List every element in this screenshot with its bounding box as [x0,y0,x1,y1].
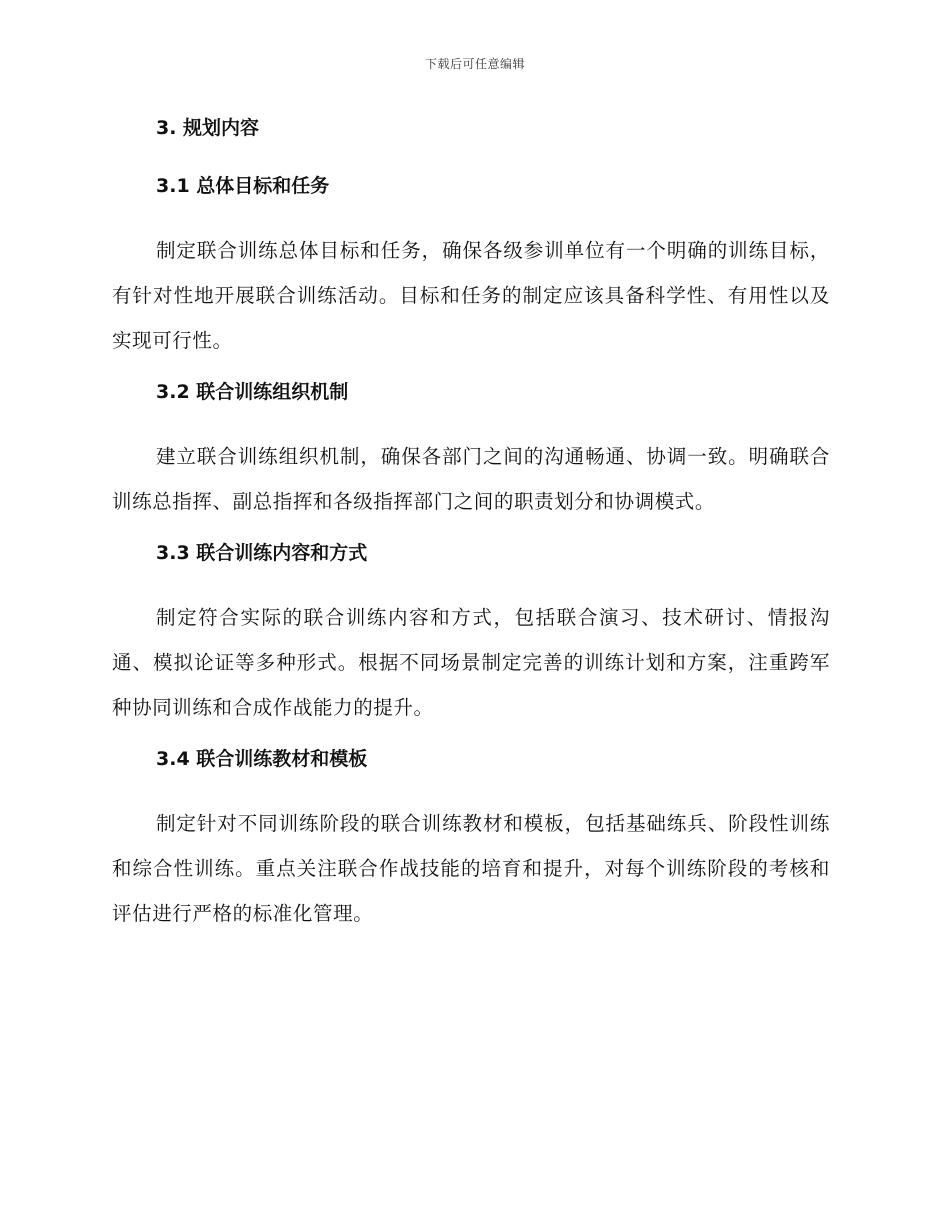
section-title: 3. 规划内容 [156,117,260,139]
subsection-title-3-1: 3.1 总体目标和任务 [156,175,330,197]
subsection-title-3-4: 3.4 联合训练教材和模板 [156,748,368,770]
paragraph-3-3: 制定符合实际的联合训练内容和方式，包括联合演习、技术研讨、情报沟通、模拟论证等多种形式。根据不同场景制定完善的训练计划和方案，注重跨军种协同训练和合成作战能力的提升。 [112,606,830,719]
paragraph-3-2: 建立联合训练组织机制，确保各部门之间的沟通畅通、协调一致。明确联合训练总指挥、副总指挥和各级指挥部门之间的职责划分和协调模式。 [112,445,830,513]
header-note: 下载后可任意编辑 [424,57,525,71]
paragraph-3-4: 制定针对不同训练阶段的联合训练教材和模板，包括基础练兵、阶段性训练和综合性训练。重点关注联合作战技能的培育和提升，对每个训练阶段的考核和评估进行严格的标准化管理。 [112,812,830,925]
paragraph-3-1: 制定联合训练总体目标和任务，确保各级参训单位有一个明确的训练目标，有针对性地开展联合训练活动。目标和任务的制定应该具备科学性、有用性以及实现可行性。 [112,239,830,352]
document-body [112,112,830,949]
subsection-title-3-2: 3.2 联合训练组织机制 [156,381,349,403]
subsection-title-3-3: 3.3 联合训练内容和方式 [156,542,368,564]
